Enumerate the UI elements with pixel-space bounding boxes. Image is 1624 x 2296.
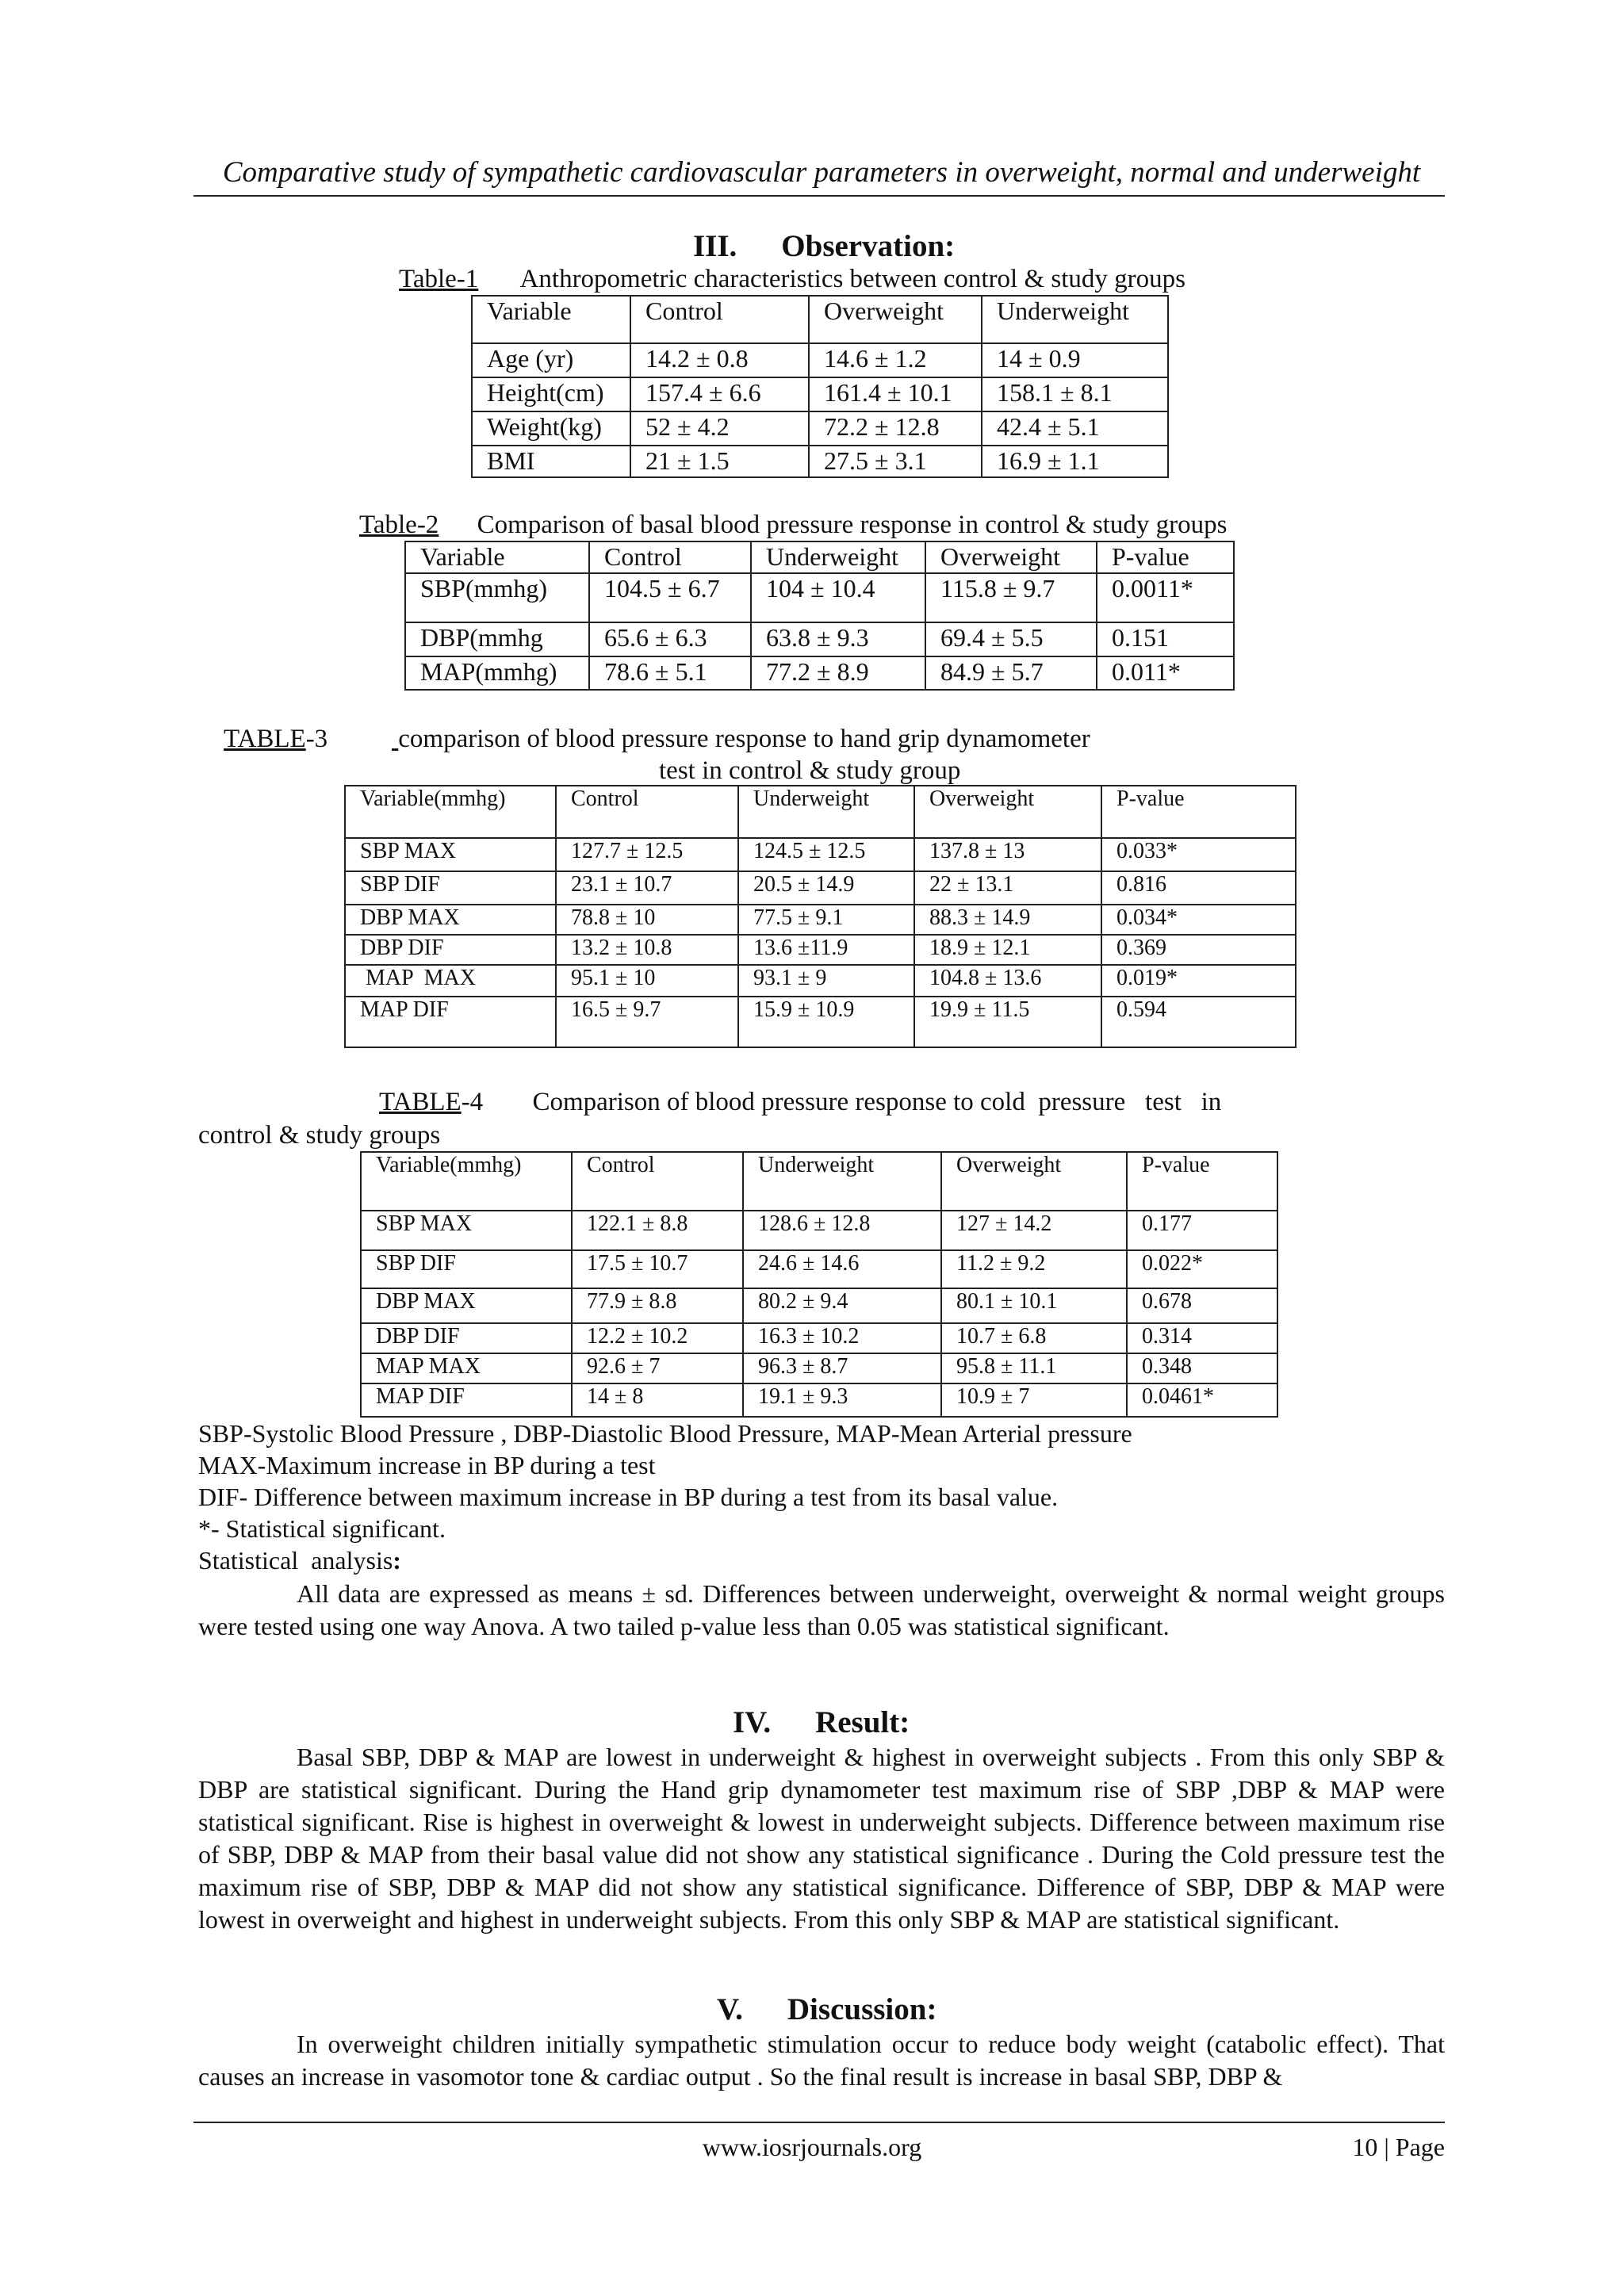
table-cell: MAP MAX [345,965,556,997]
section-title: Observation: [781,229,956,263]
table-cell: 157.4 ± 6.6 [630,377,809,411]
table-header-cell: Control [589,541,751,573]
table-cell: 115.8 ± 9.7 [925,573,1097,622]
table-cell: MAP DIF [361,1383,572,1417]
table-cell: 22 ± 13.1 [914,871,1101,905]
table-cell: 16.3 ± 10.2 [743,1323,941,1353]
table1-caption [399,265,1185,294]
table-cell: 122.1 ± 8.8 [572,1211,743,1250]
table-cell: 104 ± 10.4 [751,573,925,622]
table-cell: MAP(mmhg) [405,656,589,690]
table-cell: 11.2 ± 9.2 [941,1250,1127,1288]
running-title: Comparative study of sympathetic cardiovascular parameters in overweight, normal and underweight [222,156,1421,189]
table-cell: 10.9 ± 7 [941,1383,1127,1417]
table-header-cell: Variable [405,541,589,573]
table-header-cell: Overweight [925,541,1097,573]
table-cell: 124.5 ± 12.5 [738,838,914,871]
table-cell: 77.9 ± 8.8 [572,1288,743,1323]
table-cell: 0.022* [1127,1250,1277,1288]
table-cell: DBP MAX [361,1288,572,1323]
table1 [471,295,1169,478]
table-cell: 96.3 ± 8.7 [743,1353,941,1383]
note-significance: *- Statistical significant. [198,1514,446,1543]
table-cell: 127.7 ± 12.5 [556,838,738,871]
footer-site: www.iosrjournals.org [702,2133,922,2161]
section-title: Result: [815,1705,910,1739]
section-number: III. [693,229,737,263]
table-cell: 16.5 ± 9.7 [556,997,738,1047]
section-heading-result [733,1705,910,1740]
table-cell: Weight(kg) [472,411,630,446]
table-cell: 77.2 ± 8.9 [751,656,925,690]
table-cell: DBP DIF [361,1323,572,1353]
table-row [345,997,1296,1047]
table-cell: 104.5 ± 6.7 [589,573,751,622]
table-row [361,1353,1277,1383]
header-rule [193,195,1445,197]
table-cell: 15.9 ± 10.9 [738,997,914,1047]
table-row [361,1383,1277,1417]
table-cell: 19.1 ± 9.3 [743,1383,941,1417]
table-header-cell: Underweight [738,786,914,838]
table-cell: 0.369 [1101,935,1296,965]
table-row [361,1323,1277,1353]
table-header-cell: P-value [1127,1152,1277,1211]
table-cell: SBP MAX [345,838,556,871]
table-cell: 0.678 [1127,1288,1277,1323]
table-cell: Height(cm) [472,377,630,411]
table-row [345,838,1296,871]
table-header-cell: Underweight [751,541,925,573]
table-cell: 72.2 ± 12.8 [809,411,982,446]
table-cell: SBP DIF [345,871,556,905]
table4-caption-line1 [379,1088,1221,1117]
table-cell: 27.5 ± 3.1 [809,446,982,477]
table2-caption-text: Comparison of basal blood pressure response in control & study groups [477,511,1228,539]
table-cell: 13.6 ±11.9 [738,935,914,965]
table4-caption-line2: control & study groups [198,1121,441,1150]
table-cell: 69.4 ± 5.5 [925,622,1097,656]
table-cell: 80.2 ± 9.4 [743,1288,941,1323]
stat-analysis-colon: : [393,1546,401,1575]
table-cell: 127 ± 14.2 [941,1211,1127,1250]
note-dif: DIF- Difference between maximum increase in BP during a test from its basal value. [198,1483,1059,1511]
result-text: Basal SBP, DBP & MAP are lowest in underweight & highest in overweight subjects . From this only SBP & DBP are statistical significant. During the Hand grip dynamometer test maximum rise of SBP ,DBP & MAP were statistical significant. Rise is highest in overweight & lowest in underweight subjects. Difference between maximum rise of SBP, DBP & MAP from their basal value did not show any statistical significance . During the Cold pressure test the maximum rise of SBP, DBP & MAP did not show any statistical significance. Difference of SBP, DBP & MAP were lowest in overweight and highest in underweight subjects. From this only SBP & MAP are statistical significant. [198,1743,1445,1934]
footer-rule [193,2122,1445,2123]
note-max: MAX-Maximum increase in BP during a test [198,1451,656,1479]
table-row [345,871,1296,905]
table-header-cell: P-value [1101,786,1296,838]
table-cell: 13.2 ± 10.8 [556,935,738,965]
table-header-cell: Overweight [941,1152,1127,1211]
table-header-cell: Underweight [982,296,1168,343]
table-row [345,965,1296,997]
table3-label [224,725,327,754]
table-cell: 93.1 ± 9 [738,965,914,997]
table-header-row [361,1152,1277,1211]
table-cell: 23.1 ± 10.7 [556,871,738,905]
table-row [472,446,1168,477]
table4-caption-text: Comparison of blood pressure response to cold pressure test in [532,1088,1222,1116]
stat-analysis-heading [198,1546,401,1575]
table-cell: 78.6 ± 5.1 [589,656,751,690]
table-cell: 95.8 ± 11.1 [941,1353,1127,1383]
table-cell: 14.2 ± 0.8 [630,343,809,377]
table-cell: 0.019* [1101,965,1296,997]
table-cell: 12.2 ± 10.2 [572,1323,743,1353]
table2 [404,541,1235,691]
table-cell: 0.314 [1127,1323,1277,1353]
section-title: Discussion: [787,1992,937,2026]
section-heading-observation [693,228,955,264]
table-cell: 128.6 ± 12.8 [743,1211,941,1250]
table-header-cell: Variable [472,296,630,343]
table2-caption [359,511,1227,540]
table-header-cell: Variable(mmhg) [361,1152,572,1211]
stat-analysis-text: All data are expressed as means ± sd. Differences between underweight, overweight & normal weight groups were tested using one way Anova. A two tailed p-value less than 0.05 was statistical significant. [198,1579,1445,1640]
table-cell: 10.7 ± 6.8 [941,1323,1127,1353]
table-header-cell: Overweight [809,296,982,343]
section-heading-discussion [717,1992,936,2027]
table-cell: 95.1 ± 10 [556,965,738,997]
table-header-cell: Variable(mmhg) [345,786,556,838]
table-header-row [472,296,1168,343]
table-cell: 137.8 ± 13 [914,838,1101,871]
table-row [361,1211,1277,1250]
table-header-cell: P-value [1097,541,1234,573]
table-cell: 0.033* [1101,838,1296,871]
table4-label-prefix: TABLE [379,1088,462,1116]
table-row [472,411,1168,446]
table-cell: 0.348 [1127,1353,1277,1383]
table-row [405,573,1234,622]
table1-caption-text: Anthropometric characteristics between control & study groups [519,265,1185,293]
table-cell: SBP DIF [361,1250,572,1288]
table-cell: 0.594 [1101,997,1296,1047]
table-cell: 161.4 ± 10.1 [809,377,982,411]
table-cell: MAP DIF [345,997,556,1047]
table-row [405,622,1234,656]
table3-label-suffix: -3 [305,725,328,753]
table-cell: 92.6 ± 7 [572,1353,743,1383]
page-number: 10 | Page [1352,2133,1445,2161]
table-row [361,1288,1277,1323]
discussion-text: In overweight children initially sympathetic stimulation occur to reduce body weight (catabolic effect). That causes an increase in vasomotor tone & cardiac output . So the final result is increase in basal SBP, DBP & [198,2030,1445,2091]
table-cell: 14 ± 8 [572,1383,743,1417]
discussion-paragraph [198,2028,1445,2093]
table-cell: 0.0011* [1097,573,1234,622]
section-number: V. [717,1992,743,2026]
section-number: IV. [733,1705,772,1739]
table-row [472,377,1168,411]
table-cell: 104.8 ± 13.6 [914,965,1101,997]
table-cell: 21 ± 1.5 [630,446,809,477]
table3-caption-text: comparison of blood pressure response to hand grip dynamometer [398,725,1090,753]
note-abbreviations: SBP-Systolic Blood Pressure , DBP-Diastolic Blood Pressure, MAP-Mean Arterial pressure [198,1419,1132,1448]
table-cell: 18.9 ± 12.1 [914,935,1101,965]
table-cell: 14.6 ± 1.2 [809,343,982,377]
table-cell: SBP(mmhg) [405,573,589,622]
table-cell: 78.8 ± 10 [556,905,738,935]
table-header-cell: Control [572,1152,743,1211]
table-cell: 63.8 ± 9.3 [751,622,925,656]
table-cell: 0.0461* [1127,1383,1277,1417]
table-cell: Age (yr) [472,343,630,377]
result-paragraph [198,1741,1445,1936]
table-cell: DBP MAX [345,905,556,935]
table-cell: 19.9 ± 11.5 [914,997,1101,1047]
table-row [345,905,1296,935]
table-header-cell: Control [630,296,809,343]
table1-label: Table-1 [399,265,479,293]
table3 [344,785,1297,1048]
table-cell: 0.151 [1097,622,1234,656]
table-cell: BMI [472,446,630,477]
table-header-cell: Control [556,786,738,838]
table3-label-prefix: TABLE [224,725,306,753]
table-cell: 24.6 ± 14.6 [743,1250,941,1288]
table-header-cell: Overweight [914,786,1101,838]
table4-label-suffix: -4 [461,1088,484,1116]
table-header-row [345,786,1296,838]
table-cell: 77.5 ± 9.1 [738,905,914,935]
table-cell: 0.011* [1097,656,1234,690]
stat-analysis-heading-text: Statistical analysis [198,1546,393,1575]
table-cell: 17.5 ± 10.7 [572,1250,743,1288]
table-cell: 0.816 [1101,871,1296,905]
table-header-cell: Underweight [743,1152,941,1211]
stat-analysis-paragraph [198,1578,1445,1643]
table-cell: 14 ± 0.9 [982,343,1168,377]
table-cell: SBP MAX [361,1211,572,1250]
table-row [361,1250,1277,1288]
table-cell: MAP MAX [361,1353,572,1383]
table-cell: 158.1 ± 8.1 [982,377,1168,411]
table-cell: 52 ± 4.2 [630,411,809,446]
table-cell: 0.177 [1127,1211,1277,1250]
table-cell: 65.6 ± 6.3 [589,622,751,656]
table-cell: 80.1 ± 10.1 [941,1288,1127,1323]
table-cell: 20.5 ± 14.9 [738,871,914,905]
table2-label: Table-2 [359,511,439,539]
table-cell: 88.3 ± 14.9 [914,905,1101,935]
table-cell: 42.4 ± 5.1 [982,411,1168,446]
table-cell: DBP(mmhg [405,622,589,656]
table-cell: DBP DIF [345,935,556,965]
table-cell: 0.034* [1101,905,1296,935]
table-row [345,935,1296,965]
table3-caption-line1 [392,725,1090,754]
table-row [405,656,1234,690]
table-row [472,343,1168,377]
table4 [360,1151,1278,1418]
table3-caption-line2: test in control & study group [659,756,961,785]
table-cell: 16.9 ± 1.1 [982,446,1168,477]
table-cell: 84.9 ± 5.7 [925,656,1097,690]
table-header-row [405,541,1234,573]
